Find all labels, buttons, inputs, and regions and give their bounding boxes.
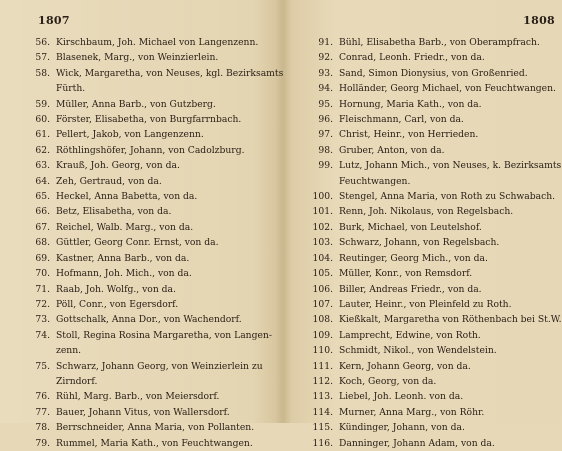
entry-text (339, 112, 559, 127)
entry-text (56, 328, 297, 359)
entry-text (339, 282, 559, 297)
entry-number: 92. (318, 52, 333, 64)
list-entry (305, 312, 562, 327)
list-entry (305, 343, 559, 358)
entry-line: Renn, Joh. Nikolaus, von Regelsbach. (339, 206, 514, 218)
entry-line: Stoll, Regina Rosina Margaretha, von Langen- (56, 329, 272, 341)
entry-number: 77. (35, 406, 50, 418)
list-entry (305, 436, 559, 451)
list-entry (305, 328, 559, 343)
entry-text (339, 266, 559, 281)
list-entry (22, 405, 297, 420)
list-entry (22, 220, 297, 235)
entry-text (56, 251, 297, 266)
entry-text (56, 112, 297, 127)
entry-text (56, 282, 297, 297)
entry-line: Pellert, Jakob, von Langenzenn. (56, 129, 204, 141)
entry-line: Burk, Michael, von Leutelshof. (339, 221, 482, 233)
list-entry (305, 50, 559, 65)
list-entry (22, 312, 297, 327)
entry-number: 100. (312, 191, 333, 203)
entry-number: 114. (312, 406, 333, 418)
list-entry (22, 127, 297, 142)
entry-text (56, 436, 297, 451)
entry-text (339, 220, 559, 235)
entry-text (56, 420, 297, 435)
entry-number: 95. (318, 98, 333, 110)
entry-number: 111. (312, 360, 333, 372)
entry-number: 115. (312, 422, 333, 434)
list-entry (305, 35, 559, 50)
entry-text (56, 204, 297, 219)
entry-number: 106. (312, 283, 333, 295)
entry-text (339, 359, 559, 374)
entry-text (339, 81, 559, 96)
entry-text (339, 343, 559, 358)
entry-line: Stengel, Anna Maria, von Roth zu Schwabach. (339, 191, 556, 203)
entry-number: 62. (35, 144, 50, 156)
list-entry (305, 405, 559, 420)
entry-number: 103. (312, 237, 333, 249)
entry-text (339, 405, 559, 420)
entry-number: 99. (318, 160, 333, 172)
list-entry (305, 359, 559, 374)
entry-number: 60. (35, 114, 50, 126)
list-entry (305, 81, 559, 96)
entry-number: 91. (318, 37, 333, 48)
entry-line: Rummel, Maria Kath., von Feuchtwangen. (56, 437, 253, 449)
entry-number: 61. (35, 129, 50, 141)
entry-line: Kießkalt, Margaretha von Röthenbach bei St.W. (339, 314, 562, 326)
list-entry (22, 251, 297, 266)
entry-line: Lamprecht, Edwine, von Roth. (339, 329, 481, 341)
entry-line: Kirschbaum, Joh. Michael von Langenzenn. (56, 37, 259, 48)
entry-number: 58. (35, 67, 50, 79)
page-number-left: 1807 (38, 14, 70, 27)
list-entry (22, 420, 297, 435)
entry-text (56, 312, 297, 327)
entry-line: Gruber, Anton, von da. (339, 144, 445, 156)
list-entry (22, 143, 297, 158)
entry-line: Güttler, Georg Conr. Ernst, von da. (56, 237, 219, 249)
entry-number: 93. (318, 67, 333, 79)
entry-line: Fleischmann, Carl, von da. (339, 114, 464, 126)
list-entry (305, 204, 559, 219)
entry-text (339, 389, 559, 404)
entry-text (56, 297, 297, 312)
list-entry (305, 189, 559, 204)
entry-text (56, 189, 297, 204)
list-entry (305, 66, 559, 81)
list-entry (305, 420, 559, 435)
entry-line: Lauter, Heinr., von Pleinfeld zu Roth. (339, 298, 512, 310)
left-column (22, 35, 297, 451)
entry-text (339, 204, 559, 219)
entry-number: 104. (312, 252, 333, 264)
entry-text (339, 66, 559, 81)
entry-text (339, 158, 561, 189)
list-entry (22, 158, 297, 173)
entry-number: 97. (318, 129, 333, 141)
entry-text (339, 312, 562, 327)
entry-number: 113. (312, 391, 333, 403)
entry-text (339, 50, 559, 65)
entry-continuation: zenn. (56, 345, 82, 357)
entry-number: 68. (35, 237, 50, 249)
entry-text (56, 35, 297, 50)
entry-number: 116. (312, 437, 333, 449)
entry-line: Lutz, Johann Mich., von Neuses, k. Bezirksamts (339, 160, 562, 172)
entry-text (339, 35, 559, 50)
entry-text (56, 127, 297, 142)
entry-line: Pöll, Conr., von Egersdorf. (56, 298, 179, 310)
entry-line: Raab, Joh. Wolfg., von da. (56, 283, 176, 295)
entry-continuation: Zirndorf. (56, 375, 98, 387)
entry-text (339, 374, 559, 389)
list-entry (305, 127, 559, 142)
list-entry (22, 66, 297, 97)
entry-text (56, 266, 297, 281)
entry-line: Förster, Elisabetha, von Burgfarrnbach. (56, 114, 242, 126)
entry-number: 65. (35, 191, 50, 203)
entry-text (339, 420, 559, 435)
entry-text (339, 328, 559, 343)
entry-number: 73. (35, 314, 50, 326)
entry-text (339, 436, 559, 451)
entry-number: 63. (35, 160, 50, 172)
right-column (305, 35, 562, 451)
entry-line: Schwarz, Johann Georg, von Weinzierlein zu (56, 360, 263, 372)
entry-text (56, 97, 297, 112)
list-entry (22, 328, 297, 359)
entry-text (56, 235, 297, 250)
list-entry (22, 235, 297, 250)
list-entry (22, 297, 297, 312)
entry-number: 107. (312, 298, 333, 310)
entry-number: 98. (318, 144, 333, 156)
list-entry (22, 189, 297, 204)
entry-number: 112. (312, 375, 333, 387)
entry-number: 70. (35, 268, 50, 280)
entry-text (339, 127, 559, 142)
entry-text (339, 297, 559, 312)
entry-number: 78. (35, 422, 50, 434)
entry-text (56, 359, 297, 390)
entry-number: 57. (35, 52, 50, 64)
entry-number: 67. (35, 221, 50, 233)
entry-line: Kastner, Anna Barb., von da. (56, 252, 190, 264)
entry-line: Schwarz, Johann, von Regelsbach. (339, 237, 500, 249)
entry-line: Bauer, Johann Vitus, von Wallersdorf. (56, 406, 230, 418)
entry-continuation: Fürth. (56, 83, 86, 95)
entry-line: Bühl, Elisabetha Barb., von Oberampfrach. (339, 37, 540, 48)
list-entry (22, 204, 297, 219)
entry-line: Sand, Simon Dionysius, von Großenried. (339, 67, 528, 79)
entry-number: 101. (312, 206, 333, 218)
entry-number: 75. (35, 360, 50, 372)
list-entry (305, 266, 559, 281)
entry-number: 56. (35, 37, 50, 48)
entry-number: 105. (312, 268, 333, 280)
entry-line: Gottschalk, Anna Dor., von Wachendorf. (56, 314, 242, 326)
entry-number: 64. (35, 175, 50, 187)
list-entry (305, 235, 559, 250)
entry-line: Berrschneider, Anna Maria, von Pollanten. (56, 422, 255, 434)
entry-text (339, 143, 559, 158)
entry-text (56, 158, 297, 173)
list-entry (305, 251, 559, 266)
entry-line: Murner, Anna Marg., von Röhr. (339, 406, 485, 418)
entry-number: 71. (35, 283, 50, 295)
list-entry (22, 50, 297, 65)
list-entry (305, 112, 559, 127)
entry-text (56, 405, 297, 420)
entry-line: Reutinger, Georg Mich., von da. (339, 252, 488, 264)
entry-text (56, 66, 297, 97)
entry-number: 66. (35, 206, 50, 218)
entry-line: Hofmann, Joh. Mich., von da. (56, 268, 192, 280)
entry-line: Kündinger, Johann, von da. (339, 422, 465, 434)
entry-line: Holländer, Georg Michael, von Feuchtwangen. (339, 83, 556, 95)
entry-line: Reichel, Walb. Marg., von da. (56, 221, 194, 233)
list-entry (305, 374, 559, 389)
entry-line: Müller, Konr., von Remsdorf. (339, 268, 473, 280)
entry-line: Christ, Heinr., von Herrieden. (339, 129, 479, 141)
entry-line: Betz, Elisabetha, von da. (56, 206, 172, 218)
list-entry (22, 359, 297, 390)
entry-number: 79. (35, 437, 50, 449)
entry-line: Hornung, Maria Kath., von da. (339, 98, 482, 110)
entry-number: 76. (35, 391, 50, 403)
entry-text (339, 189, 559, 204)
entry-continuation: Feuchtwangen. (339, 175, 411, 187)
entry-line: Wick, Margaretha, von Neuses, kgl. Bezirksamts (56, 67, 284, 79)
entry-number: 102. (312, 221, 333, 233)
entry-line: Schmidt, Nikol., von Wendelstein. (339, 345, 497, 357)
entry-text (56, 143, 297, 158)
entry-number: 59. (35, 98, 50, 110)
page-number-right: 1808 (523, 14, 555, 27)
entry-line: Heckel, Anna Babetta, von da. (56, 191, 198, 203)
entry-number: 72. (35, 298, 50, 310)
entry-line: Krauß, Joh. Georg, von da. (56, 160, 180, 172)
list-entry (305, 158, 562, 189)
list-entry (305, 97, 559, 112)
entry-number: 108. (312, 314, 333, 326)
entry-line: Zeh, Gertraud, von da. (56, 175, 162, 187)
entry-line: Conrad, Leonh. Friedr., von da. (339, 52, 485, 64)
list-entry (305, 143, 559, 158)
entry-line: Rühl, Marg. Barb., von Meiersdorf. (56, 391, 220, 403)
list-entry (305, 389, 559, 404)
entry-text (56, 50, 297, 65)
entry-line: Kern, Johann Georg, von da. (339, 360, 471, 372)
list-entry (22, 97, 297, 112)
entry-number: 110. (312, 345, 333, 357)
list-entry (305, 297, 559, 312)
entry-line: Koch, Georg, von da. (339, 375, 437, 387)
list-entry (22, 266, 297, 281)
list-entry (22, 35, 297, 50)
entry-text (56, 220, 297, 235)
entry-line: Danninger, Johann Adam, von da. (339, 437, 495, 449)
entry-number: 74. (35, 329, 50, 341)
list-entry (22, 389, 297, 404)
entry-line: Biller, Andreas Friedr., von da. (339, 283, 482, 295)
entry-number: 94. (318, 83, 333, 95)
list-entry (22, 112, 297, 127)
entry-number: 96. (318, 114, 333, 126)
list-entry (22, 174, 297, 189)
entry-line: Röthlingshöfer, Johann, von Cadolzburg. (56, 144, 245, 156)
list-entry (22, 282, 297, 297)
entry-text (339, 235, 559, 250)
list-entry (22, 436, 297, 451)
entry-text (339, 97, 559, 112)
entry-line: Müller, Anna Barb., von Gutzberg. (56, 98, 216, 110)
entry-line: Liebel, Joh. Leonh. von da. (339, 391, 464, 403)
entry-text (56, 389, 297, 404)
entry-number: 69. (35, 252, 50, 264)
list-entry (305, 282, 559, 297)
entry-number: 109. (312, 329, 333, 341)
list-entry (305, 220, 559, 235)
entry-text (56, 174, 297, 189)
entry-line: Blasenek, Marg., von Weinzierlein. (56, 52, 219, 64)
entry-text (339, 251, 559, 266)
